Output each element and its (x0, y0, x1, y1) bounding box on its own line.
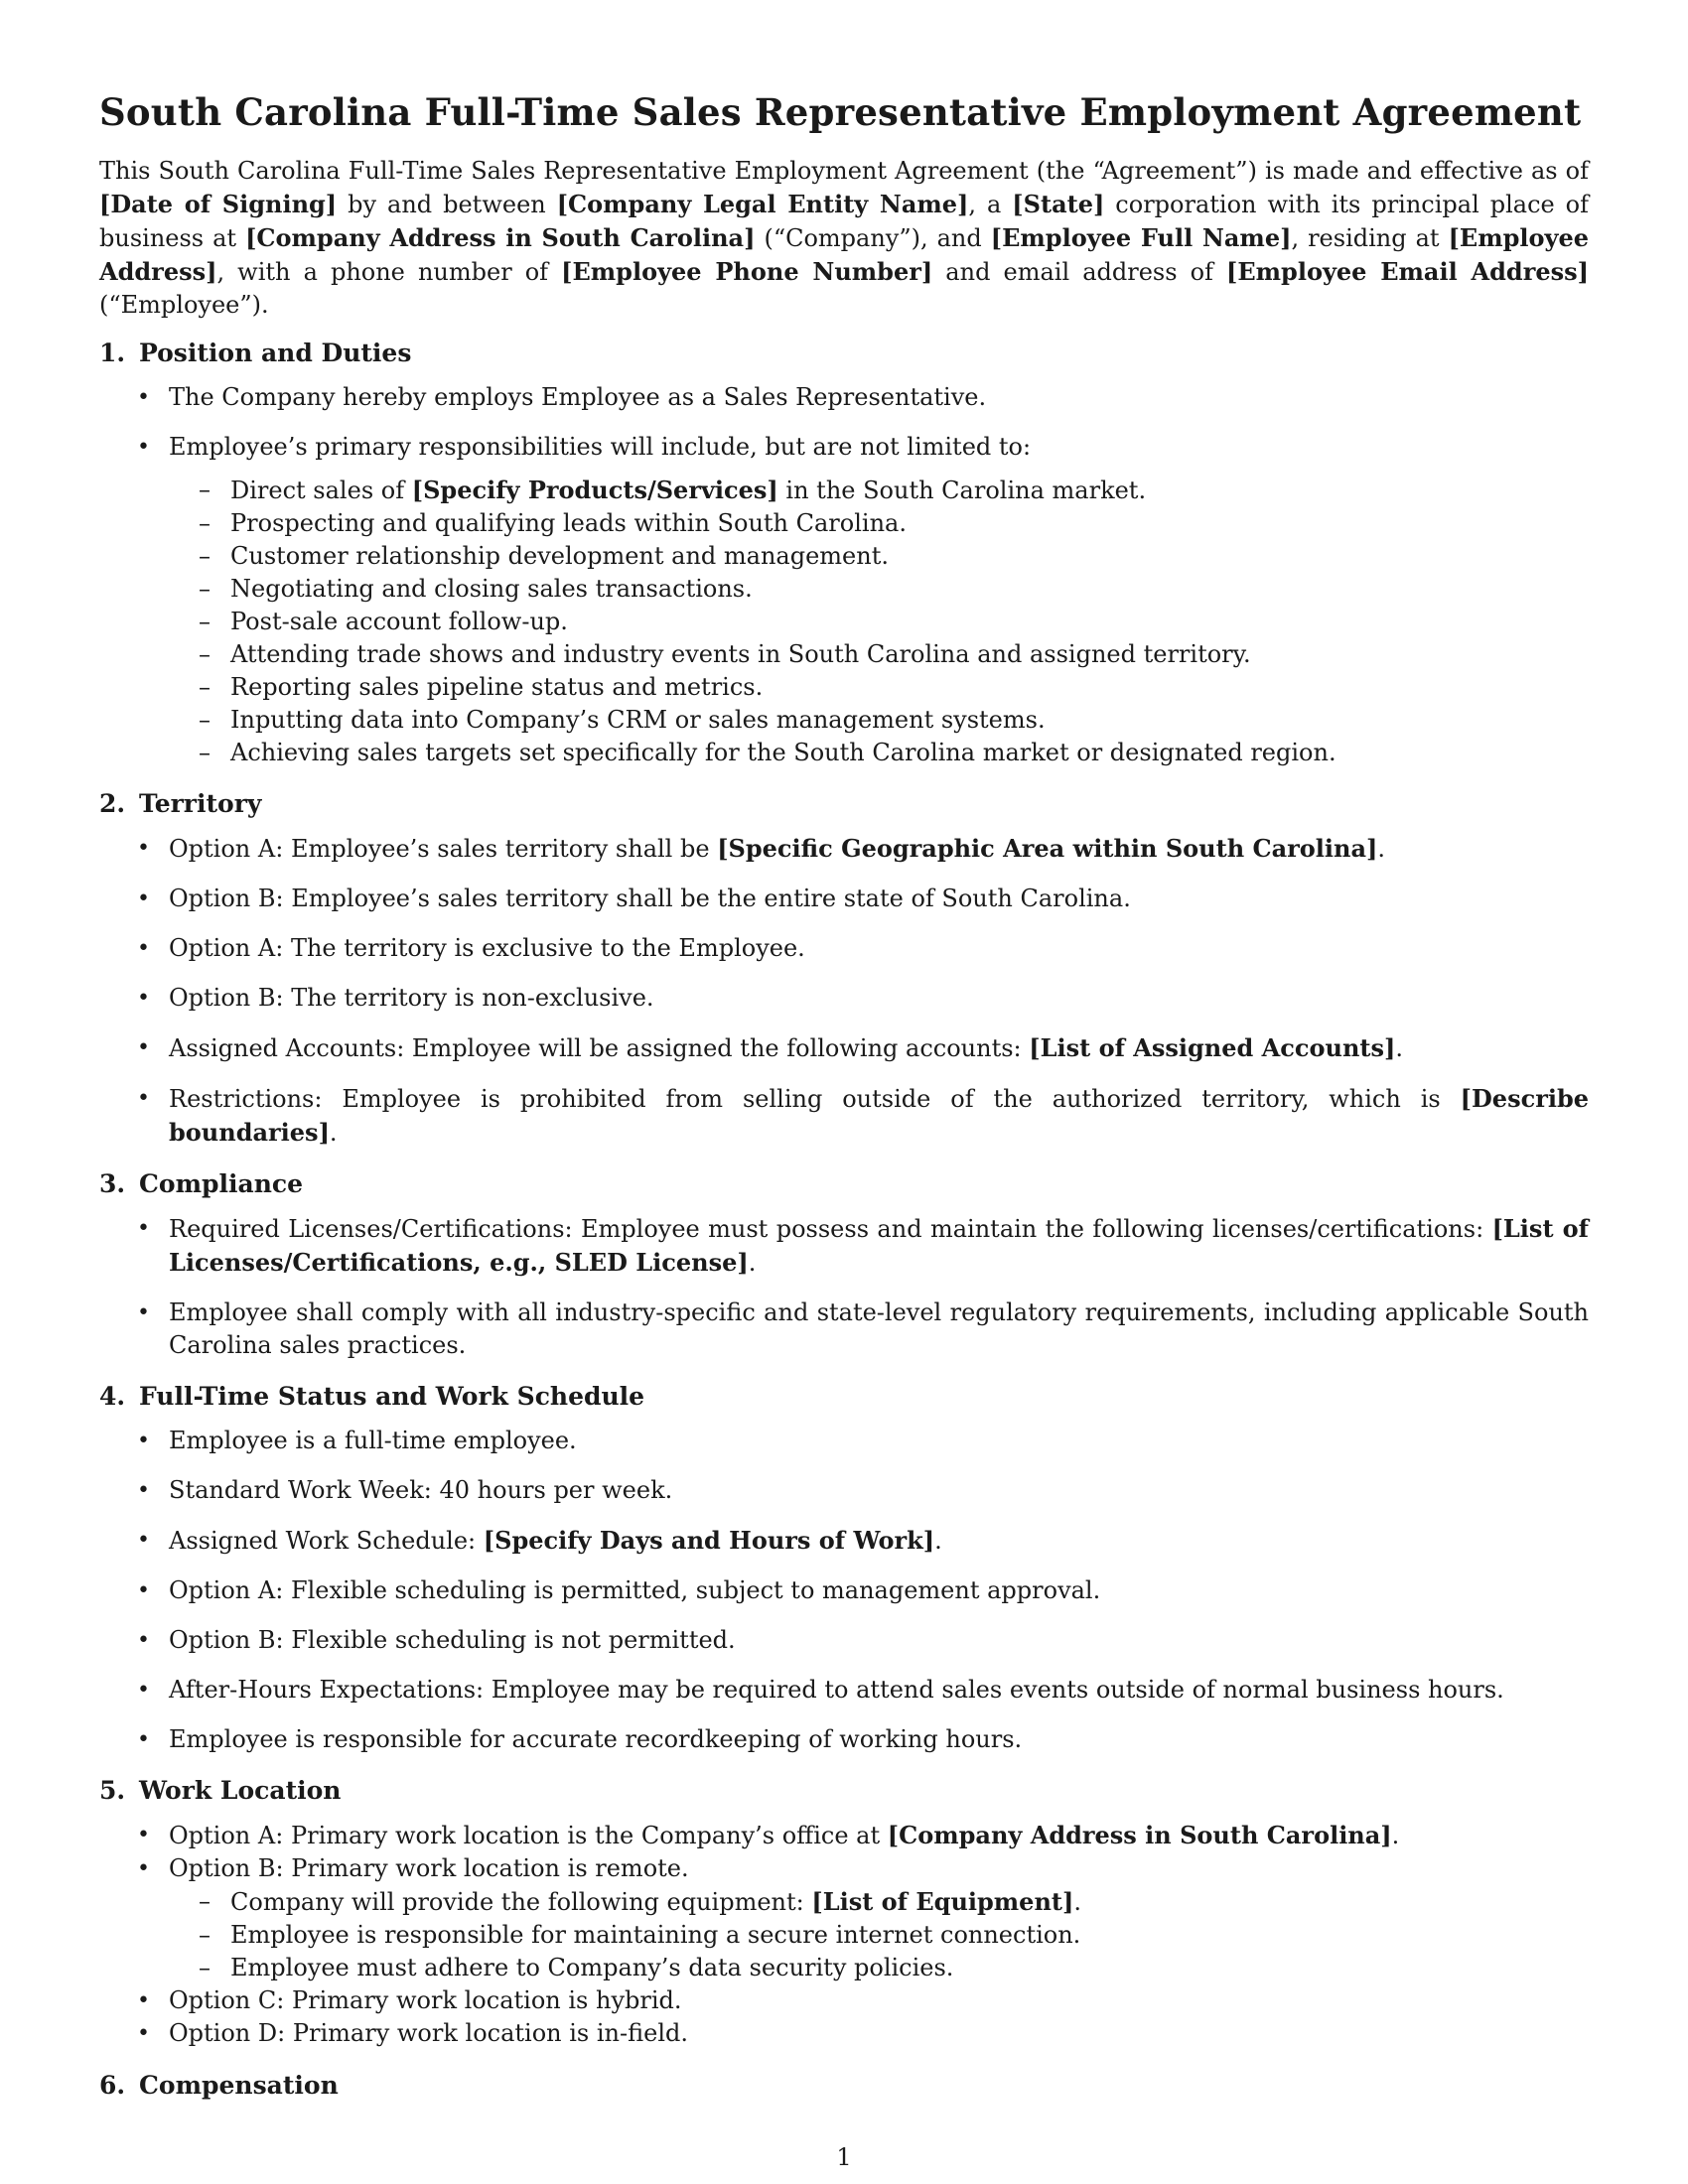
intro-text: (“Employee”). (99, 291, 269, 319)
section-title: Compliance (139, 1169, 304, 1198)
list-item (127, 1082, 1589, 1150)
employee-email-placeholder: [Employee Email Address] (1226, 257, 1589, 286)
section-number: 3. (99, 1169, 126, 1198)
list-item (127, 832, 1589, 866)
section-number: 1. (99, 339, 126, 367)
list-item (127, 431, 1589, 769)
sub-list-item: – Achieving sales targets set specifically for the South Carolina market or designated region. (189, 737, 1589, 769)
list-item: • Option B: Flexible scheduling is not permitted. (127, 1624, 1589, 1657)
section-title: Compensation (139, 2071, 339, 2100)
sub-list-item: – Post-sale account follow-up. (189, 606, 1589, 638)
section-title: Work Location (139, 1776, 342, 1805)
equipment-placeholder: [List of Equipment] (811, 1887, 1074, 1916)
list-item: • Option D: Primary work location is in-field. (127, 2017, 1589, 2050)
section-work-location (99, 1773, 1589, 2050)
list-item: • Option B: Employee’s sales territory shall be the entire state of South Carolina. (127, 883, 1589, 915)
list-item-text: . (934, 1527, 942, 1555)
section-full-time-status (99, 1379, 1589, 1756)
intro-text: , with a phone number of (216, 258, 562, 286)
employee-address-placeholder: [Employee Address] (99, 223, 1589, 286)
list-item-text: Restrictions: Employee is prohibited from selling outside of the authorized territory, which is (169, 1085, 1461, 1113)
section-number: 6. (99, 2071, 126, 2100)
list-item-text: Option B: Primary work location is remote. (169, 1854, 689, 1882)
list-item-text: . (748, 1249, 757, 1277)
list-item-text: . (329, 1119, 338, 1147)
boundaries-placeholder: [Describe boundaries] (169, 1084, 1589, 1147)
company-address-placeholder: [Company Address in South Carolina] (887, 1821, 1392, 1849)
products-services-placeholder: [Specify Products/Services] (411, 476, 778, 504)
page-number: 1 (836, 2143, 852, 2171)
list-item-text: Direct sales of (230, 477, 412, 504)
licenses-placeholder: [List of Licenses/Certifications, e.g., SLED License] (169, 1214, 1589, 1277)
bullet-list (99, 381, 1589, 769)
intro-paragraph (99, 155, 1589, 322)
section-compensation (99, 2068, 1589, 2104)
bullet-list (99, 832, 1589, 1150)
list-item: • Employee is a full-time employee. (127, 1425, 1589, 1457)
section-heading (99, 1379, 1589, 1415)
list-item-text: . (1073, 1888, 1081, 1916)
sub-list-item: – Negotiating and closing sales transactions. (189, 573, 1589, 606)
company-address-placeholder: [Company Address in South Carolina] (245, 223, 756, 252)
intro-text: This South Carolina Full-Time Sales Representative Employment Agreement (the “Agreement”) is made and effective as of (99, 157, 1589, 185)
sub-list (169, 474, 1589, 769)
sub-list-item: – Inputting data into Company’s CRM or sales management systems. (189, 704, 1589, 737)
list-item (127, 1031, 1589, 1065)
bullet-list (99, 1425, 1589, 1756)
section-position-and-duties (99, 336, 1589, 769)
section-number: 2. (99, 789, 126, 818)
employee-phone-placeholder: [Employee Phone Number] (561, 257, 933, 286)
list-item: • After-Hours Expectations: Employee may be required to attend sales events outside of normal business hours. (127, 1674, 1589, 1706)
section-heading (99, 1773, 1589, 1809)
list-item: • Standard Work Week: 40 hours per week. (127, 1474, 1589, 1507)
section-heading (99, 2068, 1589, 2104)
list-item-text: . (1395, 1034, 1403, 1062)
intro-text: and email address of (932, 258, 1227, 286)
intro-text: corporation with its principal place of business at (99, 191, 1590, 252)
list-item-text: Option A: Employee’s sales territory shall be (169, 835, 718, 863)
sub-list-item: – Customer relationship development and management. (189, 540, 1589, 573)
sub-list-item (189, 474, 1589, 507)
sub-list-item: – Prospecting and qualifying leads within South Carolina. (189, 507, 1589, 540)
state-placeholder: [State] (1012, 190, 1105, 218)
sub-list-item: – Reporting sales pipeline status and metrics. (189, 671, 1589, 704)
list-item (127, 381, 1589, 414)
list-item-text: Employee’s primary responsibilities will include, but are not limited to: (169, 433, 1032, 461)
list-item (127, 1524, 1589, 1558)
sub-list-item: – Attending trade shows and industry events in South Carolina and assigned territory. (189, 638, 1589, 671)
intro-text: , a (968, 191, 1013, 218)
sub-list-item (189, 1885, 1589, 1919)
section-number: 5. (99, 1776, 126, 1805)
list-item-text: Option A: Primary work location is the Company’s office at (169, 1822, 888, 1849)
list-item-text: The Company hereby employs Employee as a Sales Representative. (169, 383, 987, 411)
sub-list-item: – Employee must adhere to Company’s data security policies. (189, 1952, 1589, 1984)
list-item-text: . (1377, 835, 1386, 863)
document-title: South Carolina Full-Time Sales Representative Employment Agreement (99, 90, 1582, 134)
section-heading (99, 1166, 1589, 1202)
list-item-text: in the South Carolina market. (777, 477, 1147, 504)
list-item: • Option A: Flexible scheduling is permitted, subject to management approval. (127, 1574, 1589, 1607)
list-item (127, 1852, 1589, 1984)
bullet-list (99, 1212, 1589, 1362)
section-territory (99, 786, 1589, 1150)
section-title: Territory (139, 789, 262, 818)
list-item: • Option B: The territory is non-exclusive. (127, 982, 1589, 1015)
company-legal-entity-placeholder: [Company Legal Entity Name] (556, 190, 969, 218)
sub-list (169, 1885, 1589, 1984)
list-item (127, 1819, 1589, 1852)
work-schedule-placeholder: [Specify Days and Hours of Work] (483, 1526, 935, 1555)
intro-text: by and between (337, 191, 557, 218)
section-number: 4. (99, 1382, 126, 1411)
section-title: Position and Duties (139, 339, 412, 367)
assigned-accounts-placeholder: [List of Assigned Accounts] (1029, 1033, 1396, 1062)
section-compliance (99, 1166, 1589, 1362)
list-item-text: Required Licenses/Certifications: Employee must possess and maintain the following licenses/certifications: (169, 1215, 1492, 1243)
list-item: • Employee is responsible for accurate recordkeeping of working hours. (127, 1723, 1589, 1756)
section-heading (99, 786, 1589, 822)
intro-text: (“Company”), and (755, 224, 991, 252)
list-item-text: Assigned Work Schedule: (169, 1527, 484, 1555)
intro-text: , residing at (1291, 224, 1449, 252)
section-title: Full-Time Status and Work Schedule (139, 1382, 645, 1411)
list-item (127, 1212, 1589, 1280)
section-heading (99, 336, 1589, 371)
list-item-text: Company will provide the following equipment: (230, 1888, 812, 1916)
list-item: • Employee shall comply with all industry-specific and state-level regulatory requirements, including applicable South Carolina sales practices. (127, 1297, 1589, 1362)
list-item-text: Assigned Accounts: Employee will be assigned the following accounts: (169, 1034, 1030, 1062)
employee-full-name-placeholder: [Employee Full Name] (990, 223, 1292, 252)
bullet-list (99, 1819, 1589, 2050)
list-item: • Option A: The territory is exclusive to the Employee. (127, 932, 1589, 965)
list-item: • Option C: Primary work location is hybrid. (127, 1984, 1589, 2017)
geographic-area-placeholder: [Specific Geographic Area within South Carolina] (717, 834, 1378, 863)
list-item-text: . (1391, 1822, 1400, 1849)
sub-list-item: – Employee is responsible for maintaining a secure internet connection. (189, 1919, 1589, 1952)
document-page (99, 87, 1589, 2114)
date-of-signing-placeholder: [Date of Signing] (99, 190, 338, 218)
